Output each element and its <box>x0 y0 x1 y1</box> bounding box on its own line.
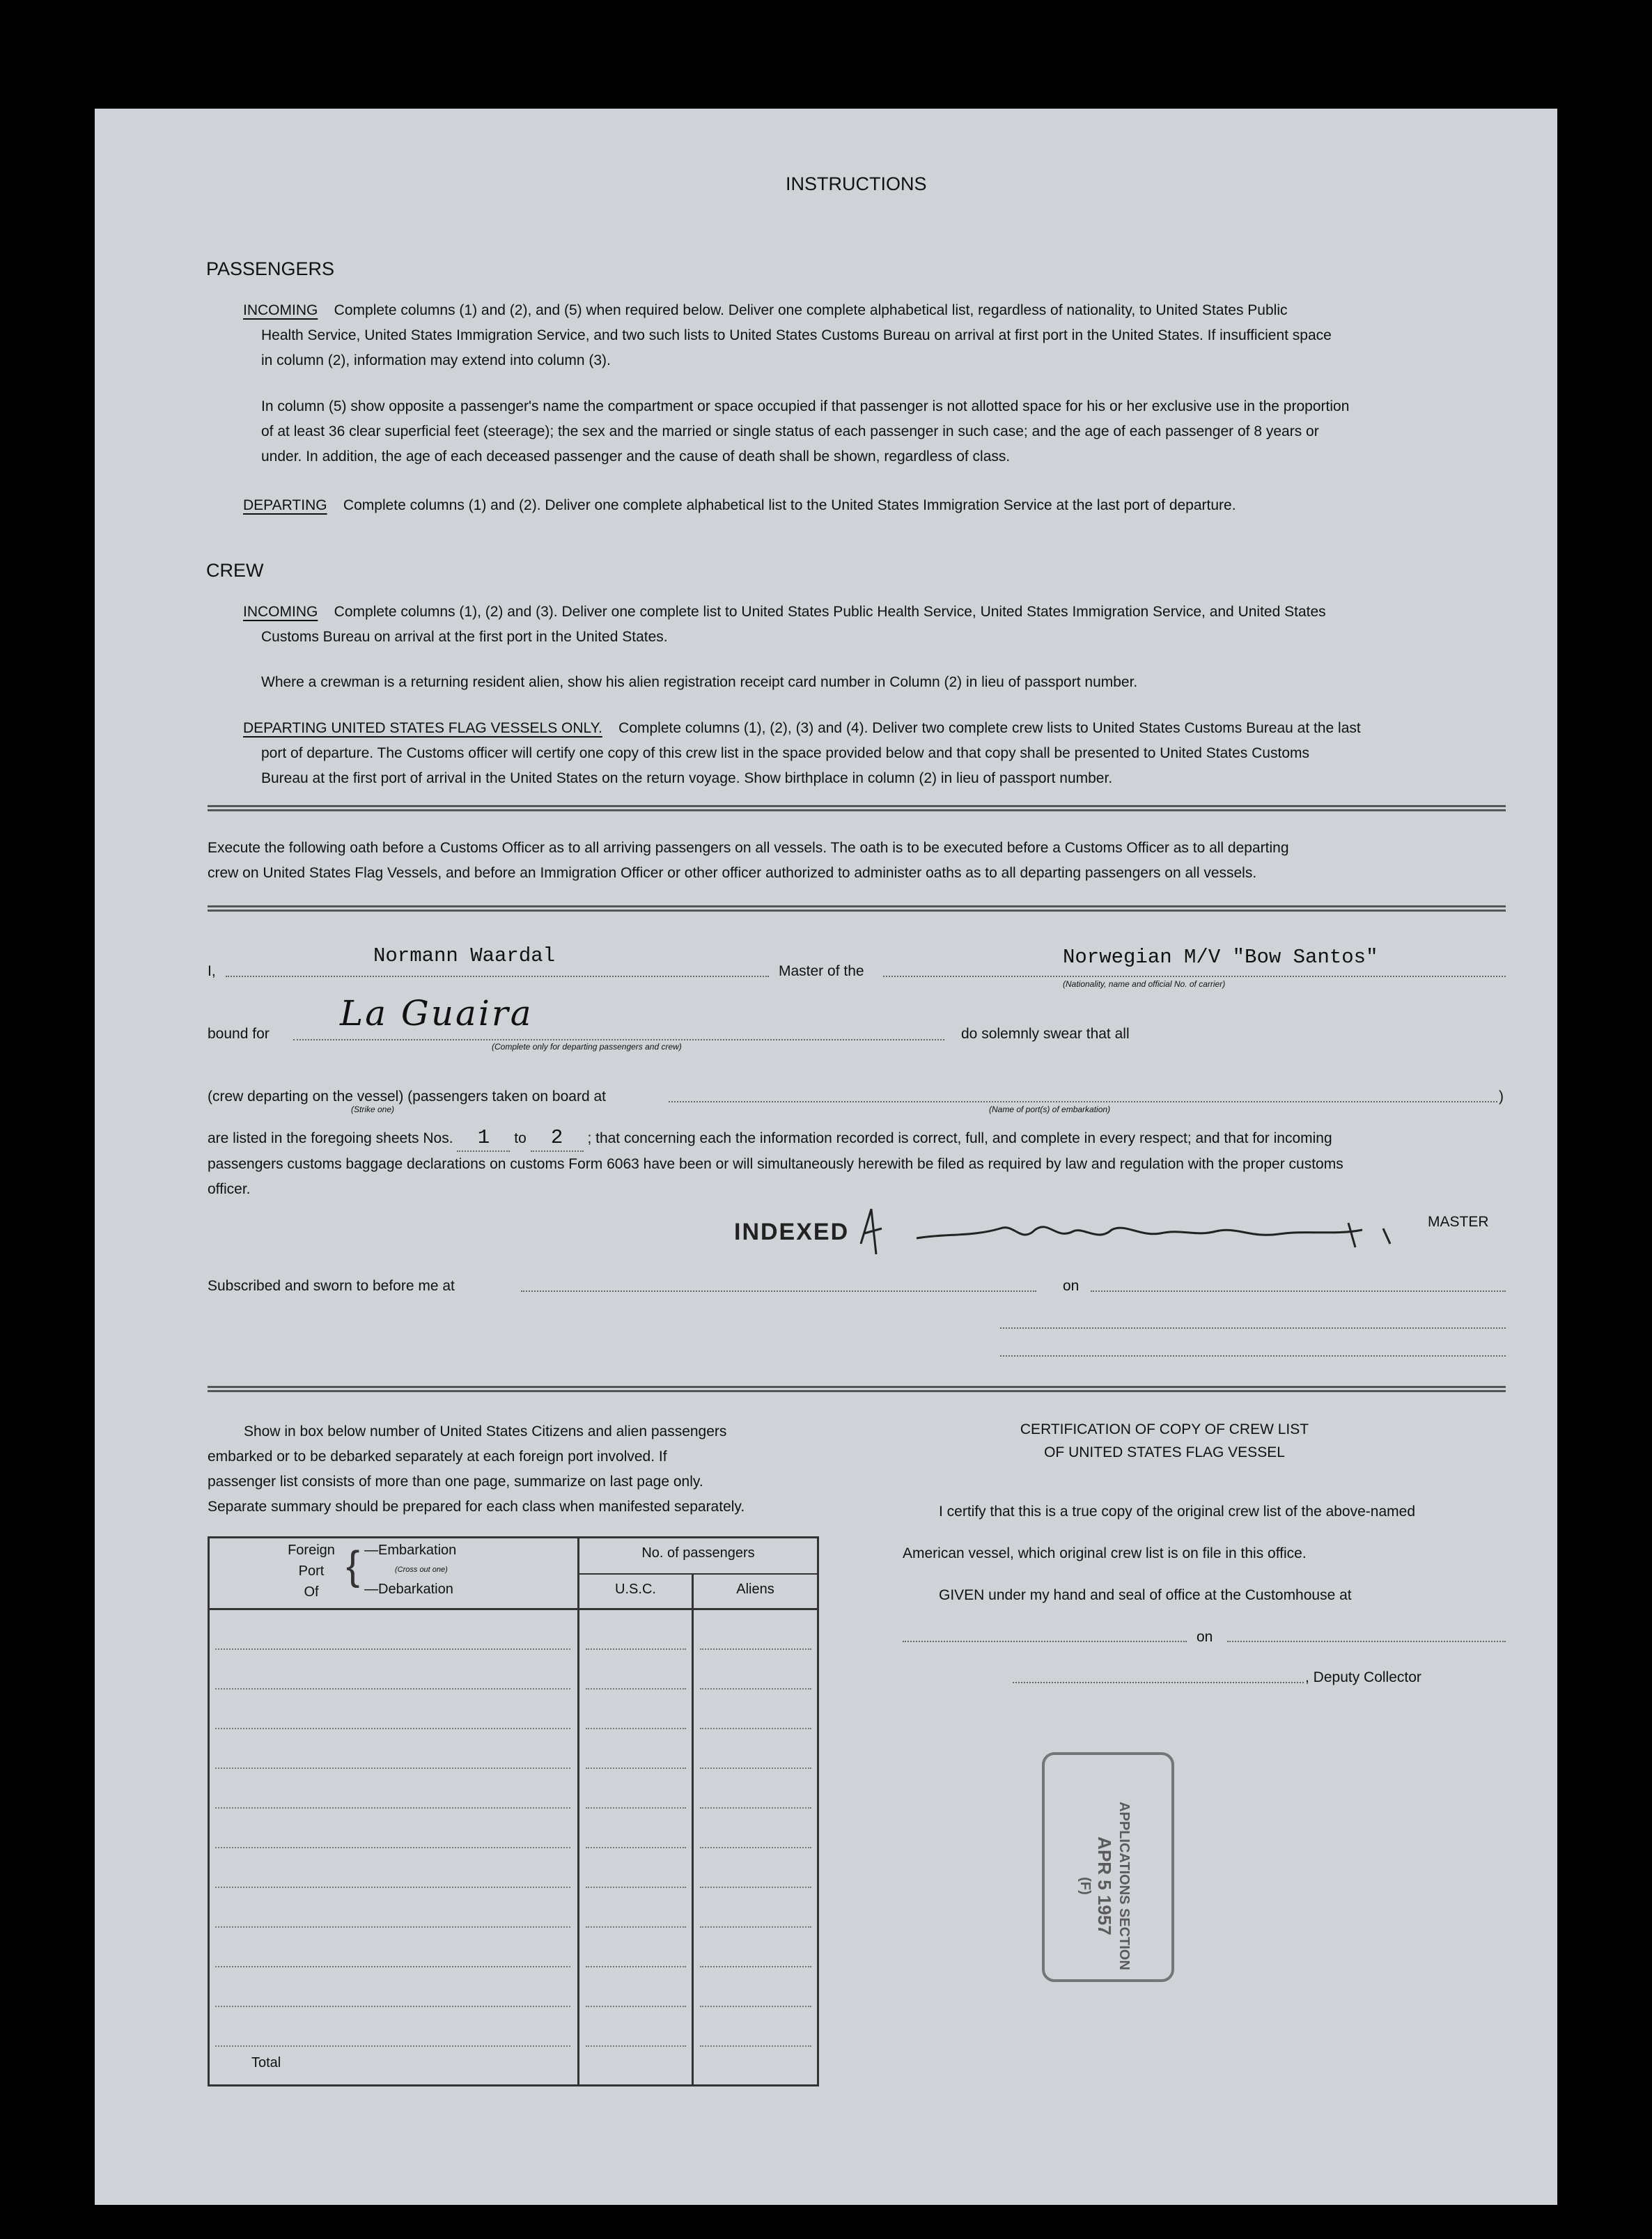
stamp-section: APPLICATIONS SECTION <box>1116 1802 1132 1970</box>
listed-statement <box>208 1125 1517 1202</box>
bound-for-handwriting: La Guaira <box>340 993 533 1033</box>
officer-line-2 <box>1000 1355 1506 1357</box>
table-row-line <box>215 1966 570 1967</box>
passengers-incoming-text-2: Health Service, United States Immigration Service, and two such lists to United States Customs Bureau on arrival at first port in the United States. If insufficient space <box>261 327 1332 343</box>
crew-incoming <box>243 600 1532 650</box>
summary-line-3: passenger list consists of more than one page, summarize on last page only. <box>208 1474 703 1490</box>
subscribed-date-line <box>1091 1290 1506 1292</box>
swear-label: do solemnly swear that all <box>961 1026 1130 1042</box>
table-row-line <box>215 1847 570 1848</box>
port-label: Port <box>298 1563 325 1579</box>
table-row-line <box>586 1688 686 1690</box>
crew-flag-text-3: Bureau at the first port of arrival in the United States on the return voyage. Show birthplace in column (2) in lieu of passport number. <box>261 770 1113 786</box>
ports-caption: (Name of port(s) of embarkation) <box>989 1105 1111 1114</box>
page-title: INSTRUCTIONS <box>786 173 927 194</box>
table-col-divider-2 <box>692 1573 694 2084</box>
stamp-date: APR 5 1957 <box>1094 1836 1115 1935</box>
oath-instructions <box>208 836 1517 886</box>
master-name-line <box>226 976 769 977</box>
table-row-line <box>700 1847 811 1848</box>
of-label: Of <box>304 1584 319 1600</box>
vessel-line <box>883 976 1506 977</box>
table-row-line <box>215 1648 570 1650</box>
table-row-line <box>215 1887 570 1888</box>
divider-rule <box>208 805 1506 811</box>
listed-line-2: passengers customs baggage declarations on customs Form 6063 have been or will simultaneously herewith be filed as required by law and regulation with the proper customs <box>208 1156 1343 1172</box>
sheet-to: 2 <box>531 1125 584 1152</box>
oath-intro-line-2: crew on United States Flag Vessels, and before an Immigration Officer or other officer authorized to administer oaths as to all departing passengers on all vessels. <box>208 865 1257 881</box>
crew-flag-label: DEPARTING UNITED STATES FLAG VESSELS ONLY. <box>243 720 602 736</box>
table-row-line <box>700 1887 811 1888</box>
crew-incoming-text: Complete columns (1), (2) and (3). Deliver one complete list to United States Public Health Service, United States Immigration Service, and United States <box>334 604 1326 620</box>
table-header-rule <box>210 1608 817 1610</box>
table-row-line <box>215 1807 570 1809</box>
column5-instructions <box>261 394 1529 469</box>
passengers-incoming-label: INCOMING <box>243 302 318 318</box>
passengers-departing <box>243 493 1532 518</box>
crew-incoming-label: INCOMING <box>243 604 318 620</box>
summary-line-4: Separate summary should be prepared for each class when manifested separately. <box>208 1499 745 1515</box>
subscribed-on-label: on <box>1063 1278 1080 1294</box>
master-name: Normann Waardal <box>373 944 556 967</box>
passengers-incoming <box>243 298 1532 373</box>
received-stamp <box>1028 1738 1188 1996</box>
oath-i-label: I, <box>208 963 216 979</box>
master-of-label: Master of the <box>779 963 864 979</box>
passengers-incoming-text-3: in column (2), information may extend into column (3). <box>261 352 611 368</box>
table-col-divider-1 <box>577 1538 579 2084</box>
table-row-line <box>586 2006 686 2007</box>
no-passengers-header: No. of passengers <box>641 1545 755 1561</box>
close-paren: ) <box>1499 1089 1504 1105</box>
passengers-incoming-text: Complete columns (1) and (2), and (5) when required below. Deliver one complete alphabetical list, regardless of nationality, to United States Public <box>334 302 1288 318</box>
table-subheader-rule <box>577 1573 817 1575</box>
strike-caption: (Strike one) <box>351 1105 395 1114</box>
table-row-line <box>700 1966 811 1967</box>
subscribed-label: Subscribed and sworn to before me at <box>208 1278 455 1294</box>
bound-for-caption: (Complete only for departing passengers and crew) <box>492 1042 682 1052</box>
table-row-line <box>215 1728 570 1729</box>
passenger-summary-table <box>208 1536 819 2086</box>
bound-for-line <box>293 1039 944 1040</box>
table-row-line <box>700 2006 811 2007</box>
crew-flag-vessels <box>243 716 1532 791</box>
vessel-caption: (Nationality, name and official No. of carrier) <box>1063 979 1226 989</box>
certification-title <box>956 1418 1373 1464</box>
table-row-line <box>700 1688 811 1690</box>
divider-rule <box>208 1386 1506 1392</box>
table-row-line <box>586 2045 686 2047</box>
stamp-text <box>1075 1768 1134 2004</box>
indexed-stamp: INDEXED <box>734 1219 850 1245</box>
crew-flag-text: Complete columns (1), (2), (3) and (4). Deliver two complete crew lists to United States Customs Bureau at the last <box>618 720 1361 736</box>
foreign-label: Foreign <box>288 1543 335 1558</box>
oath-intro-line-1: Execute the following oath before a Customs Officer as to all arriving passengers on all vessels. The oath is to be executed before a Customs Officer as to all departing <box>208 840 1289 856</box>
summary-line-1: Show in box below number of United States Citizens and alien passengers <box>244 1423 727 1440</box>
stamp-code: (F) <box>1077 1877 1093 1895</box>
crew-flag-text-2: port of departure. The Customs officer will certify one copy of this crew list in the space provided below and that copy shall be presented to United States Customs <box>261 745 1309 761</box>
debarkation-option: —Debarkation <box>364 1582 453 1597</box>
crew-heading: CREW <box>206 560 264 581</box>
vessel-name: Norwegian M/V "Bow Santos" <box>1063 946 1378 969</box>
sheet-from: 1 <box>457 1125 510 1152</box>
table-row-line <box>586 1926 686 1928</box>
table-row-line <box>700 2045 811 2047</box>
certification-title-1: CERTIFICATION OF COPY OF CREW LIST <box>1020 1421 1309 1437</box>
table-row-line <box>586 1648 686 1650</box>
cert-on-label: on <box>1197 1629 1213 1645</box>
embarkation-ports-line <box>669 1101 1497 1102</box>
col5-line-1: In column (5) show opposite a passenger's name the compartment or space occupied if that passenger is not allotted space for his or her exclusive use in the proportion <box>261 398 1350 414</box>
embarkation-option: —Embarkation <box>364 1543 457 1558</box>
to-label: to <box>514 1130 527 1146</box>
table-row-line <box>586 1887 686 1888</box>
table-row-line <box>215 2006 570 2007</box>
col5-line-2: of at least 36 clear superficial feet (steerage); the sex and the married or single status of each passenger in such case; and the age of each passenger of 8 years or <box>261 423 1319 439</box>
bound-for-label: bound for <box>208 1026 270 1042</box>
listed-line-3: officer. <box>208 1181 251 1197</box>
table-row-line <box>700 1728 811 1729</box>
table-row-line <box>215 1688 570 1690</box>
table-row-line <box>700 1648 811 1650</box>
document-sheet <box>95 109 1557 2205</box>
table-row-line <box>215 1768 570 1769</box>
total-label: Total <box>251 2055 281 2070</box>
officer-line-1 <box>1000 1327 1506 1329</box>
summary-instructions <box>208 1419 820 1520</box>
crew-resident-text: Where a crewman is a returning resident alien, show his alien registration receipt card number in Column (2) in lieu of passport number. <box>261 674 1138 690</box>
certification-title-2: OF UNITED STATES FLAG VESSEL <box>1044 1444 1285 1460</box>
listed-label: are listed in the foregoing sheets Nos. <box>208 1130 453 1146</box>
aliens-header: Aliens <box>736 1582 774 1597</box>
embark-debark-options <box>364 1540 456 1600</box>
passengers-departing-text: Complete columns (1) and (2). Deliver one complete alphabetical list to the United States Immigration Service at the last port of departure. <box>343 497 1236 513</box>
summary-line-2: embarked or to be debarked separately at each foreign port involved. If <box>208 1449 667 1465</box>
table-row-line <box>700 1807 811 1809</box>
given-line: GIVEN under my hand and seal of office at the Customhouse at <box>939 1587 1352 1603</box>
customhouse-line <box>903 1641 1187 1642</box>
subscribed-place-line <box>521 1290 1036 1292</box>
foreign-port-of-label <box>282 1540 341 1602</box>
crew-incoming-text-2: Customs Bureau on arrival at the first port in the United States. <box>261 629 668 645</box>
table-row-line <box>586 1966 686 1967</box>
divider-rule <box>208 905 1506 912</box>
table-row-line <box>215 1926 570 1928</box>
master-signature <box>833 1195 1460 1272</box>
col5-line-3: under. In addition, the age of each deceased passenger and the cause of death shall be shown, regardless of class. <box>261 448 1011 465</box>
usc-header: U.S.C. <box>615 1582 656 1597</box>
table-row-line <box>586 1728 686 1729</box>
certify-line-1: I certify that this is a true copy of the original crew list of the above-named <box>939 1504 1415 1520</box>
deputy-collector-label: , Deputy Collector <box>1305 1669 1421 1685</box>
table-row-line <box>700 1926 811 1928</box>
table-row-line <box>700 1768 811 1769</box>
master-label: MASTER <box>1428 1214 1489 1230</box>
listed-rest: ; that concerning each the information recorded is correct, full, and complete in every respect; and that for incoming <box>587 1130 1332 1146</box>
brace-glyph: { <box>346 1543 360 1589</box>
cross-out-caption: (Cross out one) <box>395 1566 448 1574</box>
table-row-line <box>586 1847 686 1848</box>
table-row-line <box>586 1807 686 1809</box>
crew-passengers-line: (crew departing on the vessel) (passengers taken on board at <box>208 1089 606 1105</box>
passengers-heading: PASSENGERS <box>206 258 335 279</box>
certify-line-2: American vessel, which original crew list is on file in this office. <box>903 1545 1307 1561</box>
cert-date-line <box>1227 1641 1506 1642</box>
table-row-line <box>215 2045 570 2047</box>
table-row-line <box>586 1768 686 1769</box>
deputy-line <box>1013 1682 1304 1683</box>
passengers-departing-label: DEPARTING <box>243 497 327 513</box>
